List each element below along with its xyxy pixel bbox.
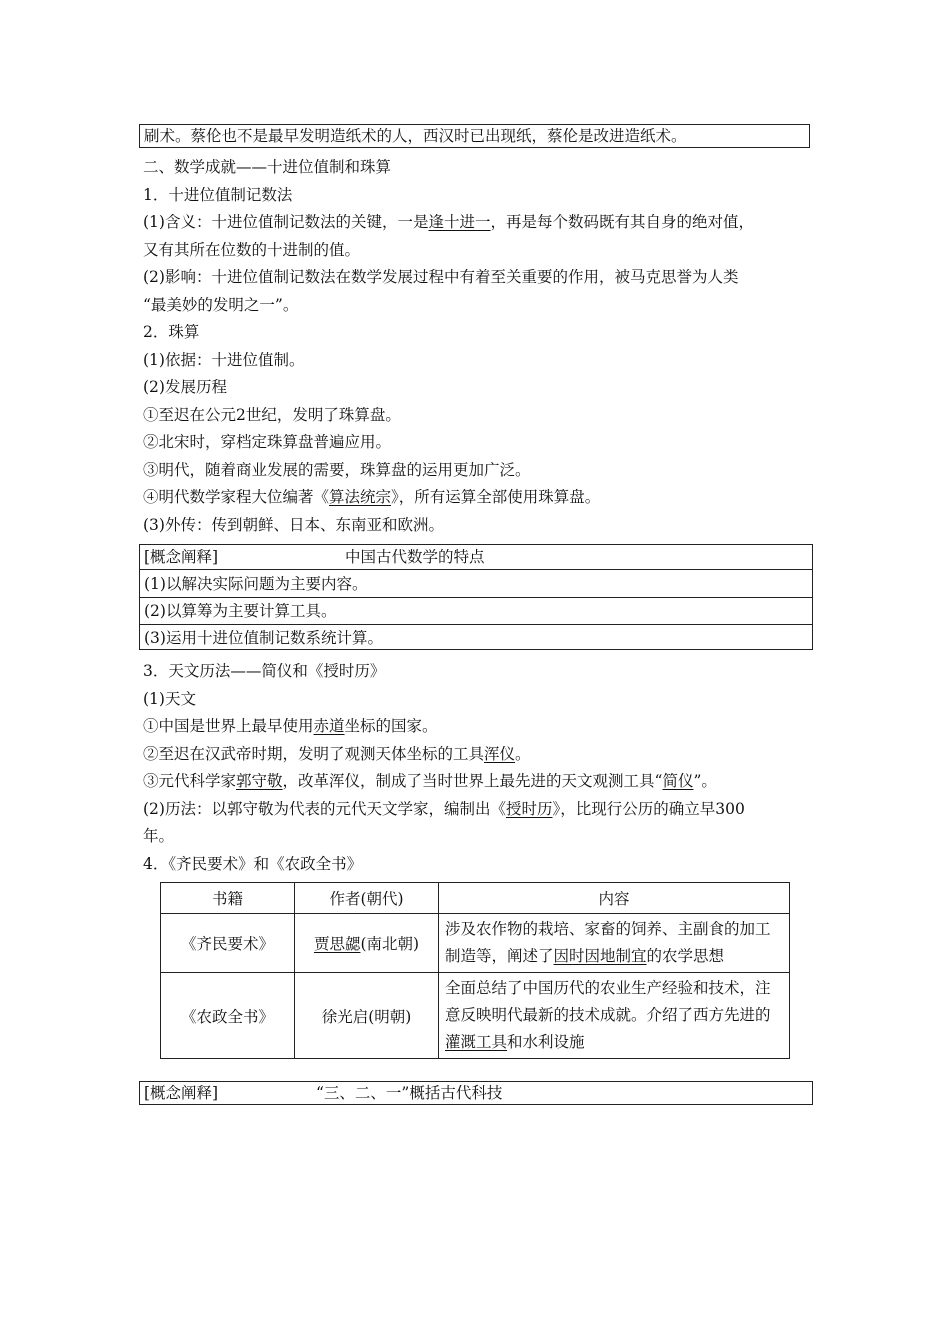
book-name: 《农政全书》 — [161, 973, 295, 1059]
subheading-decimal: 1．十进位值制记数法 — [143, 186, 293, 204]
table-header-row — [161, 883, 790, 914]
text-fragment: 》，所有运算全部使用珠算盘。 — [391, 488, 601, 506]
calendar-line-cont: 年。 — [143, 827, 175, 845]
underlined-term: 赤道 — [313, 717, 345, 735]
book-author — [295, 914, 439, 973]
text-fragment: 全面总结了中国历代的农业生产经验和技术，注意反映明代最新的技术成就。介绍了西方先进的 — [445, 979, 771, 1024]
decimal-influence: (2)影响：十进位值制记数法在数学发展过程中有着至关重要的作用，被马克思誉为人类 — [143, 268, 739, 286]
book-name: 《齐民要术》 — [161, 914, 295, 973]
astronomy-3 — [143, 770, 717, 792]
books-table — [160, 882, 790, 1059]
calendar-line — [143, 798, 745, 820]
subheading-astronomy: 3．天文历法——简仪和《授时历》 — [143, 662, 386, 680]
book-content — [439, 914, 790, 973]
text-fragment: (2)历法：以郭守敬为代表的元代天文学家，编制出《 — [143, 800, 506, 818]
underlined-term: 逢十进一 — [428, 213, 491, 231]
text-fragment: ④明代数学家程大位编著《 — [143, 488, 330, 506]
concept-item: (1)以解决实际问题为主要内容。 — [144, 575, 368, 593]
abacus-history-2: ②北宋时，穿档定珠算盘普遍应用。 — [143, 433, 392, 451]
subheading-abacus: 2．珠算 — [143, 323, 200, 341]
underlined-term: 贾思勰 — [313, 935, 361, 953]
table-row — [161, 914, 790, 973]
abacus-history: (2)发展历程 — [143, 378, 227, 396]
text-fragment: ，改革浑仪，制成了当时世界上最先进的天文观测工具“ — [282, 772, 663, 790]
table-row — [161, 973, 790, 1059]
underlined-term: 灌溉工具 — [445, 1033, 508, 1051]
top-note-text: 刷术。蔡伦也不是最早发明造纸术的人，西汉时已出现纸，蔡伦是改进造纸术。 — [144, 127, 687, 145]
text-fragment: ”。 — [693, 772, 717, 790]
book-content — [439, 973, 790, 1059]
decimal-meaning-cont: 又有其所在位数的十进制的值。 — [143, 241, 361, 259]
table-header: 书籍 — [161, 883, 295, 914]
underlined-term: 因时因地制宜 — [553, 947, 647, 965]
abacus-history-1: ①至迟在公元2世纪，发明了珠算盘。 — [143, 406, 401, 424]
astronomy-label: (1)天文 — [143, 690, 196, 708]
abacus-spread: (3)外传：传到朝鲜、日本、东南亚和欧洲。 — [143, 516, 444, 534]
subheading-agriculture: 4．《齐民要术》和《农政全书》 — [143, 855, 363, 873]
text-fragment: 。 — [515, 745, 531, 763]
text-fragment: 》，比现行公历的确立早300 — [552, 800, 745, 818]
concept-item: (2)以算筹为主要计算工具。 — [144, 602, 337, 620]
concept-divider — [140, 569, 812, 570]
concept-title: 中国古代数学的特点 — [345, 548, 485, 566]
text-fragment: ，再是每个数码既有其自身的绝对值， — [490, 213, 754, 231]
text-fragment: 的农学思想 — [646, 947, 725, 965]
underlined-term: 简仪 — [662, 772, 694, 790]
top-note-box — [139, 124, 810, 148]
concept-tag: [概念阐释] — [144, 548, 219, 566]
astronomy-2 — [143, 743, 531, 765]
underlined-term: 算法统宗 — [329, 488, 392, 506]
text-fragment: ①中国是世界上最早使用 — [143, 717, 314, 735]
text-fragment: 坐标的国家。 — [344, 717, 438, 735]
text-fragment: ③元代科学家 — [143, 772, 237, 790]
abacus-basis: (1)依据：十进位值制。 — [143, 351, 305, 369]
decimal-meaning — [143, 211, 754, 233]
concept-item: (3)运用十进位值制记数系统计算。 — [144, 629, 383, 647]
concept-tag: [概念阐释] — [144, 1084, 219, 1102]
concept-box-tech — [139, 1081, 813, 1105]
concept-divider — [140, 597, 812, 598]
text-fragment: 涉及农作物的栽培、家畜的饲养、主副食的加工制造等，阐述了 — [445, 920, 771, 965]
concept-title: “三、二、一”概括古代科技 — [316, 1084, 503, 1102]
underlined-term: 郭守敬 — [236, 772, 283, 790]
text-fragment: ②至迟在汉武帝时期，发明了观测天体坐标的工具 — [143, 745, 485, 763]
abacus-history-4 — [143, 486, 600, 508]
table-header: 内容 — [439, 883, 790, 914]
book-author: 徐光启(明朝) — [295, 973, 439, 1059]
table-header: 作者(朝代) — [295, 883, 439, 914]
decimal-influence-cont: “最美妙的发明之一”。 — [143, 296, 299, 314]
text-fragment: 和水利设施 — [507, 1033, 585, 1051]
text-fragment: (1)含义：十进位值制记数法的关键，一是 — [143, 213, 429, 231]
underlined-term: 授时历 — [505, 800, 553, 818]
section-title: 二、数学成就——十进位值制和珠算 — [143, 158, 392, 176]
concept-box-math — [139, 544, 813, 650]
astronomy-1 — [143, 715, 438, 737]
text-fragment: (南北朝) — [360, 935, 420, 953]
underlined-term: 浑仪 — [484, 745, 516, 763]
concept-divider — [140, 624, 812, 625]
abacus-history-3: ③明代，随着商业发展的需要，珠算盘的运用更加广泛。 — [143, 461, 531, 479]
